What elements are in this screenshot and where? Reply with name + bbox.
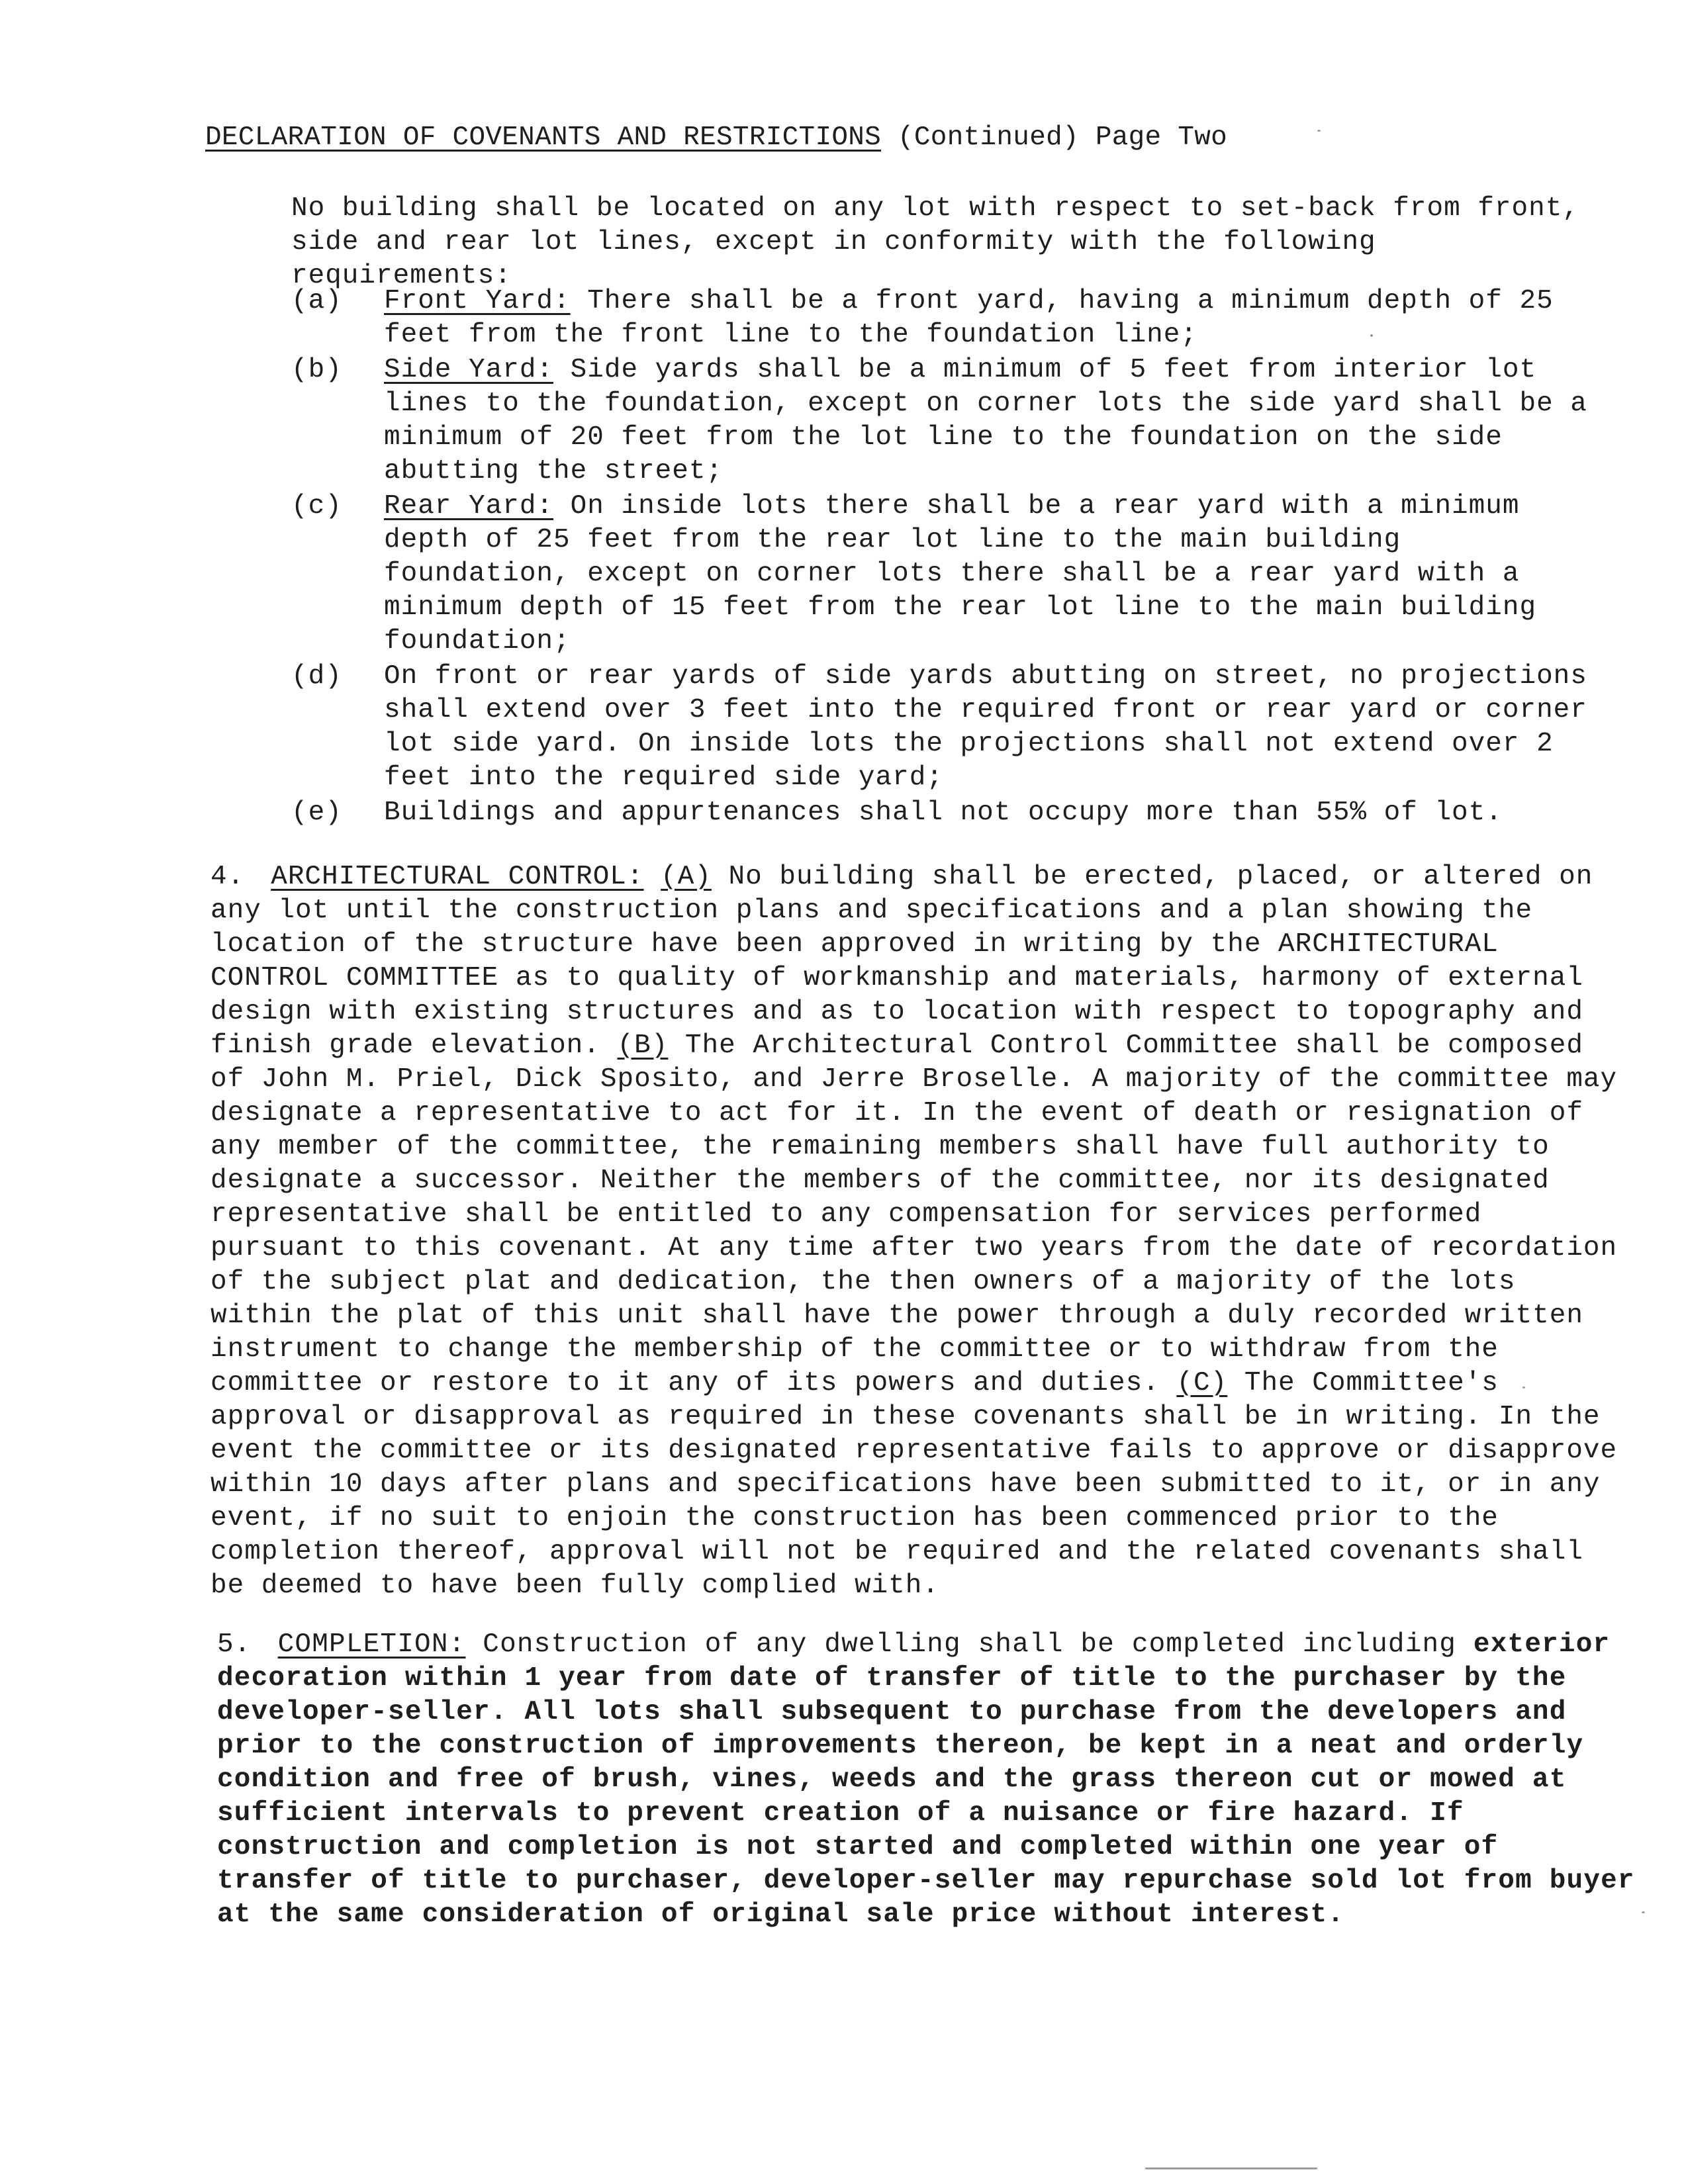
setback-requirements-list [291,285,1602,831]
part-a-text: No building shall be erected, placed, or altered on any lot until the construction plans and specifications and a plan showing the location of the structure have been approved in writing by the ARCHITECTURAL CONTROL COMMITTEE as to quality of workmanship and materials, harmony of external design with existing structures and as to location with respect to topography and finish grade elevation. [210,862,1593,1061]
item-text: Buildings and appurtenances shall not occupy more than 55% of lot. [384,797,1503,828]
setback-item-rear-yard [291,490,1602,659]
setback-item-front-yard [291,285,1602,352]
item-heading: Rear Yard: [384,491,554,522]
scan-speck [1522,1387,1525,1388]
section-heading: COMPLETION: [277,1629,466,1660]
section-completion [217,1628,1647,1932]
setback-intro-text: No building shall be located on any lot with respect to set-back from front, side and rear lot lines, except in conformity with the following requirements: [291,193,1579,291]
item-label: (b) [291,355,342,385]
setback-intro-paragraph [205,192,1595,293]
item-label: (e) [291,797,342,828]
part-b-text: The Architectural Control Committee shall be composed of John M. Priel, Dick Sposito, and Jerre Broselle. A majority of the committee may designate a representative to act for it. In the event of death or resignation of any member of the committee, the remaining members shall have full authority to designate a successor. Neither the members of the committee, nor its designated representative shall be entitled to any compensation for services performed pursuant to this covenant. At any time after two years from the date of recordation of the subject plat and dedication, the then owners of a majority of the lots within the plat of this unit shall have the power through a duly recorded written instrument to change the membership of the committee or to withdraw from the committee or restore to it any of its powers and duties. [210,1030,1618,1398]
item-text: There shall be a front yard, having a minimum depth of 25 feet from the front line to the foundation line; [384,286,1554,350]
section-heading: ARCHITECTURAL CONTROL: [271,862,644,892]
section-lead-text: Construction of any dwelling shall be completed including [465,1629,1457,1660]
item-heading: Side Yard: [384,355,554,385]
document-title: DECLARATION OF COVENANTS AND RESTRICTIONS [205,122,882,153]
item-label: (c) [291,491,342,522]
scan-speck [1370,334,1373,337]
scan-speck [1317,130,1321,132]
setback-item-side-yard [291,353,1602,488]
part-c-label: (C) [1176,1368,1228,1398]
scan-speck [1642,1911,1645,1913]
section-text: exterior decoration within 1 year from date of transfer of title to the purchaser by the developer-seller. All lots shall subsequent to purchase from the developers and prior to the construction of improvements thereon, be kept in a neat and orderly condition and free of brush, vines, weeds and the grass thereon cut or mowed at sufficient intervals to prevent creation of a nuisance or fire hazard. If construction and completion is not started and completed within one year of transfer of title to purchaser, developer-seller may repurchase sold lot from buyer at the same consideration of original sale price without interest. [217,1629,1635,1930]
item-text: On front or rear yards of side yards abutting on street, no projections shall extend over 3 feet into the required front or rear yard or corner lot side yard. On inside lots the projections shall not extend over 2 feet into the required side yard; [384,661,1587,793]
item-text: Side yards shall be a minimum of 5 feet from interior lot lines to the foundation, except on corner lots the side yard shall be a minimum of 20 feet from the lot line to the foundation on the side abutting the street; [384,355,1587,486]
scan-speck [1145,2167,1317,2169]
page-indicator: (Continued) Page Two [897,122,1228,153]
part-c-text: The Committee's approval or disapproval as required in these covenants shall be in writing. In the event the committee or its designated representative fails to approve or disapprove within 10 days after plans and specifications have been submitted to it, or in any event, if no suit to enjoin the construction has been commenced prior to the completion thereof, approval will not be required and the related covenants shall be deemed to have been fully complied with. [210,1368,1618,1601]
item-label: (a) [291,286,342,316]
setback-item-lot-coverage [291,796,1602,830]
item-label: (d) [291,661,342,692]
item-text: On inside lots there shall be a rear yard with a minimum depth of 25 feet from the rear lot line to the main building foundation, except on corner lots there shall be a rear yard with a minimum depth of 15 feet from the rear lot line to the main building foundation; [384,491,1537,657]
section-architectural-control [210,860,1620,1603]
section-number: 4. [210,862,245,892]
setback-item-projections [291,660,1602,795]
item-heading: Front Yard: [384,286,571,316]
part-a-label: (A) [661,862,712,892]
page-header [205,119,1463,156]
part-b-label: (B) [617,1030,669,1061]
section-number: 5. [217,1629,252,1660]
